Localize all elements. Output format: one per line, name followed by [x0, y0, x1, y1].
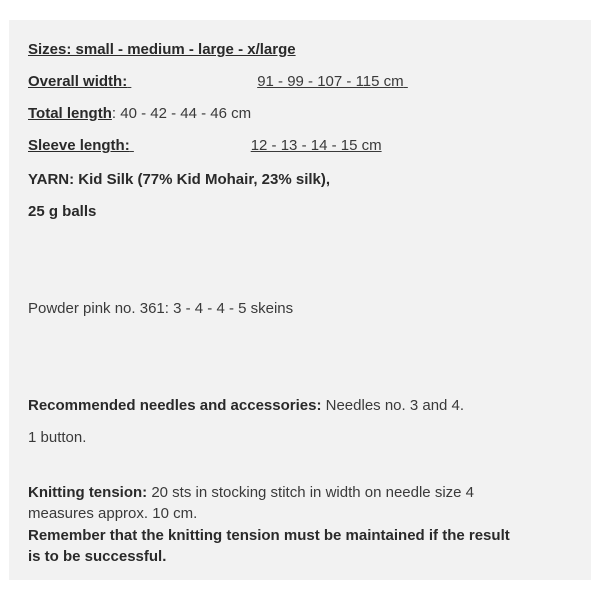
sleeve-length-values: 12 - 13 - 14 - 15 cm	[250, 137, 382, 154]
overall-width-values: 91 - 99 - 107 - 115 cm	[257, 73, 404, 90]
tension-warning-2: is to be successful.	[28, 548, 167, 565]
total-length-label: Total length	[28, 105, 112, 122]
needles-text: Needles no. 3 and 4.	[321, 397, 465, 414]
tension-warning-1: Remember that the knitting tension must be maintained if the result	[28, 527, 510, 544]
tension-label: Knitting tension:	[28, 484, 148, 501]
needles-label: Recommended needles and accessories:	[28, 397, 322, 414]
yarn-line-2: 25 g balls	[28, 203, 97, 220]
overall-width-gap	[127, 72, 257, 92]
needles-row	[28, 396, 464, 416]
overall-width-row	[28, 72, 456, 92]
overall-width-label: Overall width:	[28, 73, 128, 90]
sleeve-length-row	[28, 136, 382, 156]
sizes-line: Sizes: small - medium - large - x/large	[28, 41, 296, 58]
tension-text-2: measures approx. 10 cm.	[28, 505, 198, 522]
color-skeins: Powder pink no. 361: 3 - 4 - 4 - 5 skeins	[28, 300, 294, 317]
tension-row	[28, 483, 474, 503]
tension-text-1: 20 sts in stocking stitch in width on needle size 4	[147, 484, 474, 501]
total-length-row	[28, 104, 251, 124]
sleeve-length-label: Sleeve length:	[28, 137, 130, 154]
overall-width-trail	[404, 72, 456, 92]
total-length-values: : 40 - 42 - 44 - 46 cm	[111, 105, 252, 122]
button-accessory: 1 button.	[28, 429, 87, 446]
sleeve-length-gap	[130, 136, 251, 156]
yarn-line-1: YARN: Kid Silk (77% Kid Mohair, 23% silk),	[28, 171, 331, 188]
